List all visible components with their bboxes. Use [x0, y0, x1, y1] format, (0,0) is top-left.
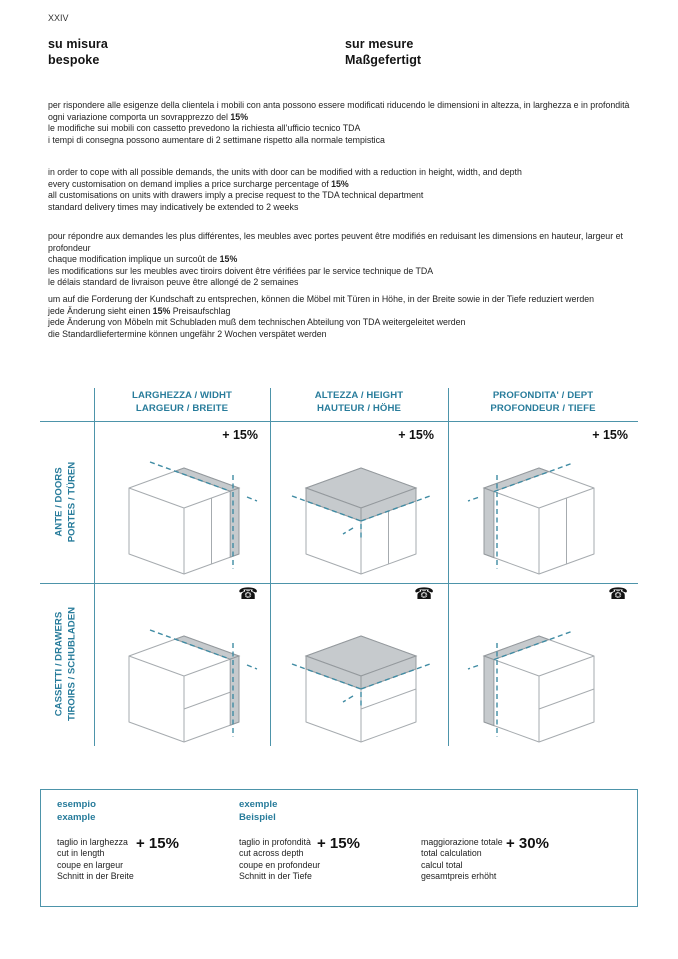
column-header-line: LARGHEZZA / WIDHT — [132, 390, 232, 401]
example-item-total — [421, 837, 503, 883]
intro-line: le délais standard de livraison peuve être allongé de 2 semaines — [48, 277, 299, 288]
page-title-it-en — [48, 36, 108, 68]
column-header-line: LARGEUR / BREITE — [135, 402, 229, 414]
example-item-line: calcul total — [421, 859, 463, 870]
surcharge-highlight: 15% — [331, 178, 349, 189]
example-item-line: Schnitt in der Breite — [57, 871, 134, 882]
example-item-depth-cut — [239, 837, 320, 883]
surcharge-label-width: + 15% — [222, 428, 258, 442]
example-header-fr-de — [239, 799, 277, 824]
intro-line: i tempi di consegna possono aumentare di 2 settimane rispetto alla normale tempistica — [48, 134, 385, 145]
intro-line-segment: Preisaufschlag — [170, 305, 231, 316]
example-item-line: coupe en largeur — [57, 859, 124, 870]
drawers-height-cut-illustration — [283, 614, 443, 749]
intro-line: in order to cope with all possible demands, the units with door can be modified with a reduction in height, width, and depth — [48, 167, 522, 177]
intro-paragraph-french — [48, 231, 648, 289]
intro-line — [48, 179, 648, 191]
example-item-line: taglio in larghezza — [57, 837, 128, 847]
page-number: XXIV — [48, 13, 69, 23]
intro-line-segment: every customisation on demand implies a price surcharge percentage of — [48, 178, 332, 189]
example-header-line: Beispiel — [239, 811, 276, 823]
title-line-it: su misura — [48, 37, 108, 51]
intro-paragraph-english — [48, 167, 648, 213]
column-header-height — [270, 390, 448, 415]
example-item-line: cut in length — [57, 848, 105, 859]
phone-icon: ☎ — [414, 586, 434, 603]
column-header-line: HAUTEUR / HÖHE — [316, 402, 401, 414]
title-line-de: Maßgefertigt — [345, 53, 422, 67]
title-line-fr: sur mesure — [345, 37, 414, 51]
phone-icon: ☎ — [238, 586, 258, 603]
example-item-width-cut — [57, 837, 134, 883]
table-grid-line-horizontal-2 — [40, 583, 638, 584]
title-line-en: bespoke — [48, 53, 100, 67]
intro-line — [48, 112, 648, 124]
intro-line: standard delivery times may indicatively be extended to 2 weeks — [48, 201, 299, 212]
intro-line-segment: chaque modification implique un surcoût de — [48, 254, 220, 265]
intro-line: um auf die Forderung der Kundschaft zu entsprechen, können die Möbel mit Türen in Höhe, in der Breite sowie in der Tiefe reduziert werden — [48, 294, 595, 304]
intro-line-segment: ogni variazione comporta un sovrapprezzo del — [48, 111, 231, 122]
intro-paragraph-german — [48, 294, 648, 340]
column-header-line: ALTEZZA / HEIGHT — [314, 390, 404, 401]
surcharge-highlight: 15% — [219, 254, 238, 265]
column-header-line: PROFONDITA' / DEPT — [492, 390, 594, 401]
surcharge-highlight: 15% — [152, 305, 171, 316]
example-item-total-value: + 30% — [506, 835, 549, 852]
row-label-line: PORTES / TÜREN — [66, 461, 77, 543]
example-header-line: exemple — [239, 799, 278, 810]
page-title-fr-de — [345, 36, 421, 68]
example-box — [40, 789, 638, 907]
row-label-doors — [54, 462, 79, 543]
column-header-line: PROFONDEUR / TIEFE — [490, 402, 596, 414]
intro-paragraph-italian — [48, 100, 648, 146]
example-item-line: taglio in profondità — [239, 837, 311, 847]
drawers-depth-cut-illustration — [461, 614, 621, 749]
surcharge-label-depth: + 15% — [592, 428, 628, 442]
example-header-it-en — [57, 799, 96, 824]
intro-line: jede Änderung von Möbeln mit Schubladen muß dem technischen Abteilung von TDA weitergeleitet werden — [48, 317, 466, 328]
intro-line-segment: jede Änderung sieht einen — [48, 305, 153, 316]
intro-line — [48, 306, 648, 318]
intro-line: all customisations on units with drawers imply a precise request to the TDA technical department — [48, 190, 424, 201]
example-item-line: maggiorazione totale — [421, 837, 503, 847]
example-item-line: gesamtpreis erhöht — [421, 871, 497, 882]
intro-line: les modifications sur les meubles avec tiroirs doivent être vérifiées par le service technique de TDA — [48, 265, 434, 276]
table-grid-line-horizontal-1 — [40, 421, 638, 422]
example-item-line: total calculation — [421, 848, 482, 859]
doors-height-cut-illustration — [283, 446, 443, 581]
row-label-line: ANTE / DOORS — [53, 467, 65, 537]
surcharge-highlight: 15% — [230, 111, 249, 122]
row-label-line: TIROIRS / SCHUBLADEN — [66, 606, 77, 722]
row-label-drawers — [54, 607, 79, 721]
phone-icon: ☎ — [608, 586, 628, 603]
surcharge-label-height: + 15% — [398, 428, 434, 442]
example-header-line: esempio — [57, 799, 96, 810]
example-item-line: Schnitt in der Tiefe — [239, 871, 312, 882]
row-label-line: CASSETTI / DRAWERS — [53, 611, 65, 717]
example-item-line: coupe en profondeur — [239, 859, 321, 870]
intro-line: per rispondere alle esigenze della clientela i mobili con anta possono essere modificati riducendo le dimensioni in altezza, in larghezza e in profondità — [48, 100, 630, 110]
example-header-line: example — [57, 811, 96, 823]
doors-width-cut-illustration — [106, 446, 266, 581]
intro-line: die Standardliefertermine können ungefähr 2 Wochen verspätet werden — [48, 328, 327, 339]
doors-depth-cut-illustration — [461, 446, 621, 581]
intro-line: le modifiche sui mobili con cassetto prevedono la richiesta all'ufficio tecnico TDA — [48, 123, 361, 134]
example-item-width-value: + 15% — [136, 835, 179, 852]
intro-line — [48, 254, 648, 266]
column-header-width — [94, 390, 270, 415]
drawers-width-cut-illustration — [106, 614, 266, 749]
intro-line: pour répondre aux demandes les plus différentes, les meubles avec portes peuvent être modifiés en reduisant les dimensions en hauteur, largeur et profondeur — [48, 231, 623, 253]
example-item-depth-value: + 15% — [317, 835, 360, 852]
example-item-line: cut across depth — [239, 848, 304, 859]
column-header-depth — [448, 390, 638, 415]
